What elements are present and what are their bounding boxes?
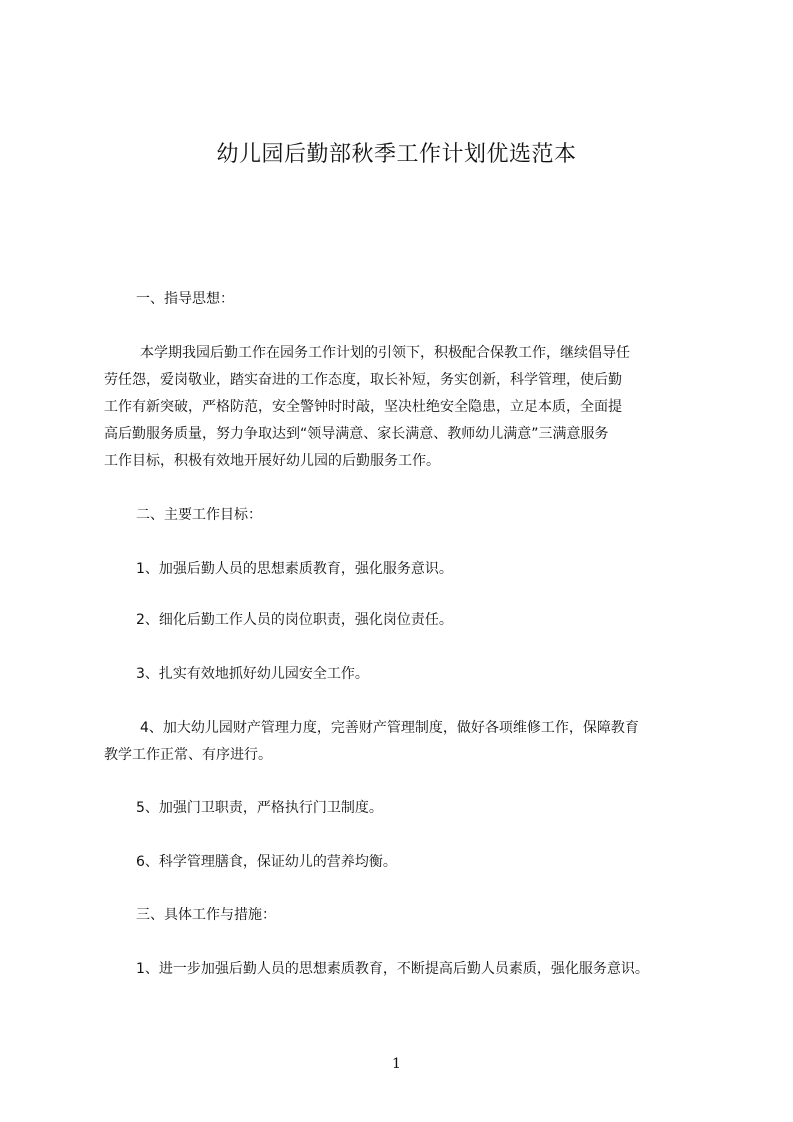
goal-item-1: 1、加强后勤人员的思想素质教育，强化服务意识。 (136, 561, 453, 577)
paragraph-line: 4、加大幼儿园财产管理力度，完善财产管理制度，做好各项维修工作，保障教育 (140, 720, 639, 736)
goal-item-5: 5、加强门卫职责，严格执行门卫制度。 (136, 800, 383, 816)
paragraph-line: 工作有新突破，严格防范，安全警钟时时敲，坚决杜绝安全隐患，立足本质，全面提 (104, 399, 622, 415)
goal-item-3: 3、扎实有效地抓好幼儿园安全工作。 (136, 666, 369, 682)
guiding-thought-paragraph (104, 340, 716, 475)
paragraph-line: 本学期我园后勤工作在园务工作计划的引领下，积极配合保教工作，继续倡导任 (140, 345, 630, 361)
goal-item-6: 6、科学管理膳食，保证幼儿的营养均衡。 (136, 854, 397, 870)
document-title: 幼儿园后勤部秋季工作计划优选范本 (216, 142, 577, 167)
goal-item-4 (104, 715, 716, 769)
section-heading-main-goals: 二、主要工作目标： (136, 507, 262, 523)
paragraph-line: 高后勤服务质量，努力争取达到“领导满意、家长满意、教师幼儿满意”三满意服务 (104, 426, 609, 442)
paragraph-line: 工作目标，积极有效地开展好幼儿园的后勤服务工作。 (104, 453, 440, 469)
paragraph-line: 教学工作正常、有序进行。 (104, 747, 272, 763)
section-heading-measures: 三、具体工作与措施： (136, 907, 276, 923)
section-heading-guiding-thought: 一、指导思想： (136, 291, 234, 307)
measure-item-1: 1、进一步加强后勤人员的思想素质教育，不断提高后勤人员素质，强化服务意识。 (136, 961, 649, 977)
page-number: 1 (392, 1056, 401, 1072)
paragraph-line: 劳任怨，爱岗敬业，踏实奋进的工作态度，取长补短，务实创新，科学管理，使后勤 (104, 372, 622, 388)
goal-item-2: 2、细化后勤工作人员的岗位职责，强化岗位责任。 (136, 612, 453, 628)
